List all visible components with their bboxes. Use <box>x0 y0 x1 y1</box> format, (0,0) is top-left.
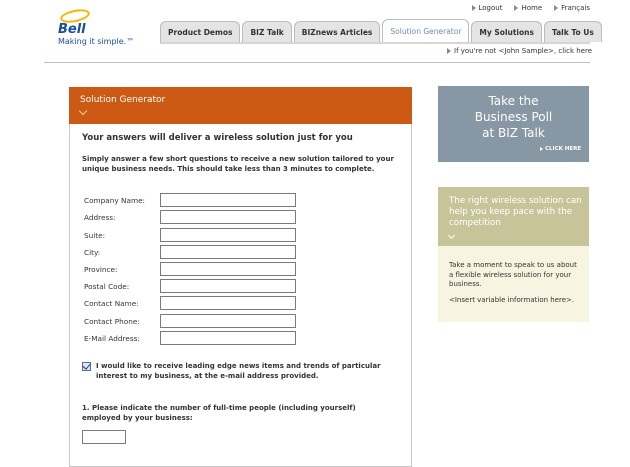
tab-my-solutions[interactable]: My Solutions <box>471 21 542 42</box>
address-label: Address: <box>84 213 116 222</box>
language-link[interactable]: Français <box>554 4 590 12</box>
city-label: City: <box>84 248 101 257</box>
arrow-icon <box>447 48 451 54</box>
not-you-link[interactable]: If you're not <John Sample>, click here <box>447 47 592 55</box>
panel-intro: Simply answer a few short questions to receive a new solution tailored to your unique business needs. This should take less than 3 minutes to complete. <box>82 155 394 173</box>
postal-code-label: Postal Code: <box>84 282 130 291</box>
poll-click-here[interactable]: CLICK HERE <box>540 146 581 152</box>
tab-solution-generator[interactable]: Solution Generator <box>382 19 469 42</box>
wireless-promo-body: Take a moment to speak to us about a flexible wireless solution for your business. <box>449 261 577 288</box>
tab-talk-to-us[interactable]: Talk To Us <box>544 21 602 42</box>
arrow-icon <box>554 5 558 11</box>
question-1: 1. Please indicate the number of full-time people (including yourself) employed by your business: <box>82 404 356 422</box>
main-tabs <box>160 21 604 42</box>
company-name-input[interactable] <box>160 193 296 207</box>
contact-phone-input[interactable] <box>160 314 296 328</box>
address-input[interactable] <box>160 210 296 224</box>
postal-code-input[interactable] <box>160 279 296 293</box>
contact-name-label: Contact Name: <box>84 299 139 308</box>
email-label: E-Mail Address: <box>84 334 140 343</box>
tab-underline <box>160 42 590 44</box>
city-input[interactable] <box>160 245 296 259</box>
top-links <box>472 4 591 12</box>
suite-input[interactable] <box>160 228 296 242</box>
header-divider <box>44 62 590 63</box>
tab-biznews-articles[interactable]: BIZnews Articles <box>294 21 381 42</box>
panel-heading: Your answers will deliver a wireless solution just for you <box>82 133 353 143</box>
arrow-icon <box>472 5 476 11</box>
employee-count-input[interactable] <box>82 430 126 444</box>
poll-text[interactable]: Take the Business Poll at BIZ Talk <box>474 94 553 140</box>
province-input[interactable] <box>160 262 296 276</box>
email-input[interactable] <box>160 331 296 345</box>
tab-product-demos[interactable]: Product Demos <box>160 21 240 42</box>
tab-biz-talk[interactable]: BIZ Talk <box>242 21 291 42</box>
company-name-label: Company Name: <box>84 196 146 205</box>
brand-tagline: Making it simple.™ <box>58 37 135 46</box>
contact-name-input[interactable] <box>160 296 296 310</box>
home-link[interactable]: Home <box>514 4 542 12</box>
wireless-promo-title: The right wireless solution can help you keep pace with the competition <box>449 196 582 228</box>
logout-link[interactable]: Logout <box>472 4 503 12</box>
panel-header <box>69 87 412 124</box>
contact-phone-label: Contact Phone: <box>84 317 140 326</box>
brand-name: Bell <box>58 22 86 37</box>
suite-label: Suite: <box>84 231 106 240</box>
panel-title: Solution Generator <box>80 95 166 105</box>
bell-logo[interactable] <box>56 8 166 48</box>
arrow-icon <box>514 5 518 11</box>
province-label: Province: <box>84 265 118 274</box>
arrow-icon <box>540 147 543 151</box>
wireless-promo-variable: <Insert variable information here>. <box>449 296 575 304</box>
news-opt-in-label: I would like to receive leading edge news items and trends of particular interest to my business, at the e-mail address provided. <box>96 362 381 380</box>
